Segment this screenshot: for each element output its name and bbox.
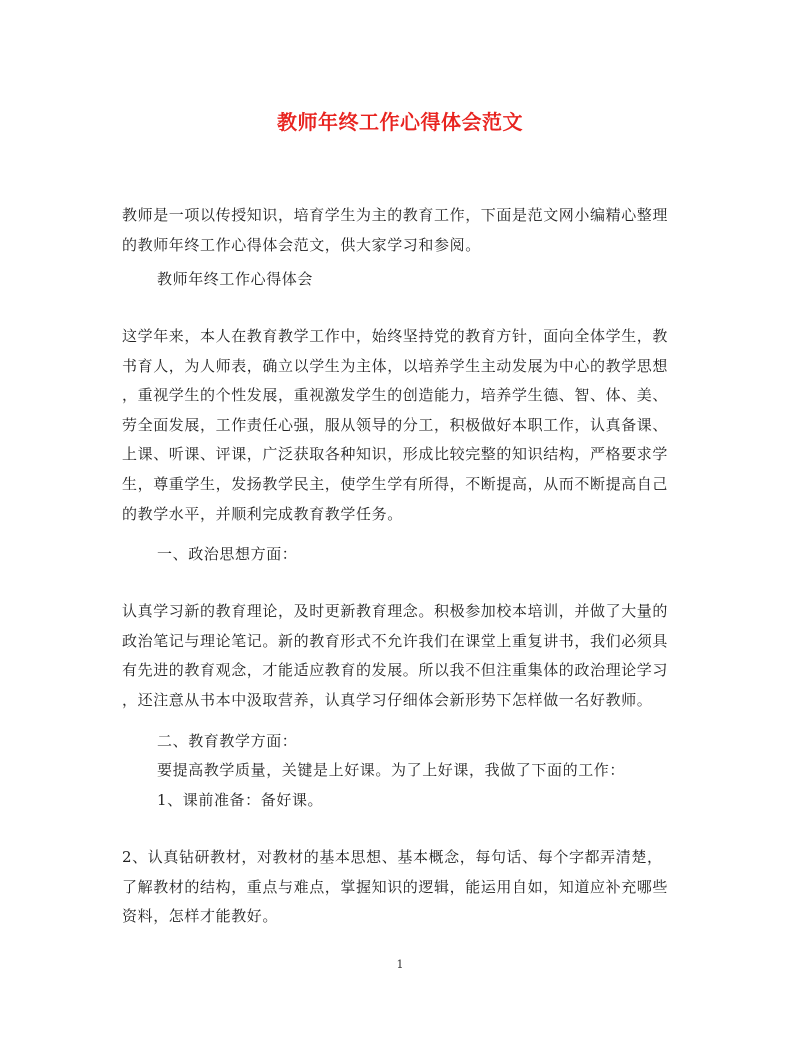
paragraph-line: 有先进的教育观念，才能适应教育的发展。所以我不但注重集体的政治理论学习: [122, 661, 669, 680]
paragraph-line: 2、认真钻研教材，对教材的基本思想、基本概念，每句话、每个字都弄清楚，: [122, 848, 663, 866]
body-paragraph-2: [122, 597, 678, 715]
intro-paragraph: [122, 201, 678, 260]
list-item-1: 1、课前准备：备好课。: [157, 791, 324, 809]
body-paragraph-3: [122, 843, 678, 932]
section-heading-teaching: 二、教育教学方面：: [157, 732, 298, 750]
page-number: 1: [396, 958, 404, 971]
paragraph-line: ，重视学生的个性发展，重视激发学生的创造能力，培养学生德、智、体、美、: [122, 386, 669, 405]
paragraph-line: 了解教材的结构，重点与难点，掌握知识的逻辑，能运用自如，知道应补充哪些: [122, 877, 669, 896]
paragraph-line: 这学年来，本人在教育教学工作中，始终坚持党的教育方针，面向全体学生，教: [122, 327, 669, 345]
intro-line: 的教师年终工作心得体会范文，供大家学习和参阅。: [122, 235, 481, 254]
paragraph-line: 的教学水平，并顺利完成教育教学任务。: [122, 504, 403, 523]
paragraph-line: 劳全面发展，工作责任心强，服从领导的分工，积极做好本职工作，认真备课、: [122, 415, 669, 434]
paragraph-line: 政治笔记与理论笔记。新的教育形式不允许我们在课堂上重复讲书，我们必须具: [122, 631, 669, 650]
paragraph-line: ，还注意从书本中汲取营养，认真学习仔细体会新形势下怎样做一名好教师。: [122, 690, 653, 709]
paragraph-line: 上课、听课、评课，广泛获取各种知识，形成比较完整的知识结构，严格要求学: [122, 445, 669, 464]
paragraph-line: 认真学习新的教育理论，及时更新教育理念。积极参加校本培训，并做了大量的: [122, 602, 669, 620]
body-paragraph-1: [122, 322, 678, 529]
subtitle: 教师年终工作心得体会: [157, 270, 314, 288]
intro-line: 教师是一项以传授知识，培育学生为主的教育工作，下面是范文网小编精心整理: [122, 206, 669, 224]
paragraph-line: 书育人，为人师表，确立以学生为主体，以培养学生主动发展为中心的教学思想: [122, 356, 669, 375]
document-title: 教师年终工作心得体会范文: [277, 110, 523, 134]
section-intro: 要提高教学质量，关键是上好课。为了上好课，我做了下面的工作：: [157, 761, 626, 779]
paragraph-line: 资料，怎样才能教好。: [122, 907, 279, 926]
section-heading-politics: 一、政治思想方面：: [157, 545, 298, 563]
paragraph-line: 生，尊重学生，发扬教学民主，使学生学有所得，不断提高，从而不断提高自己: [122, 474, 669, 493]
